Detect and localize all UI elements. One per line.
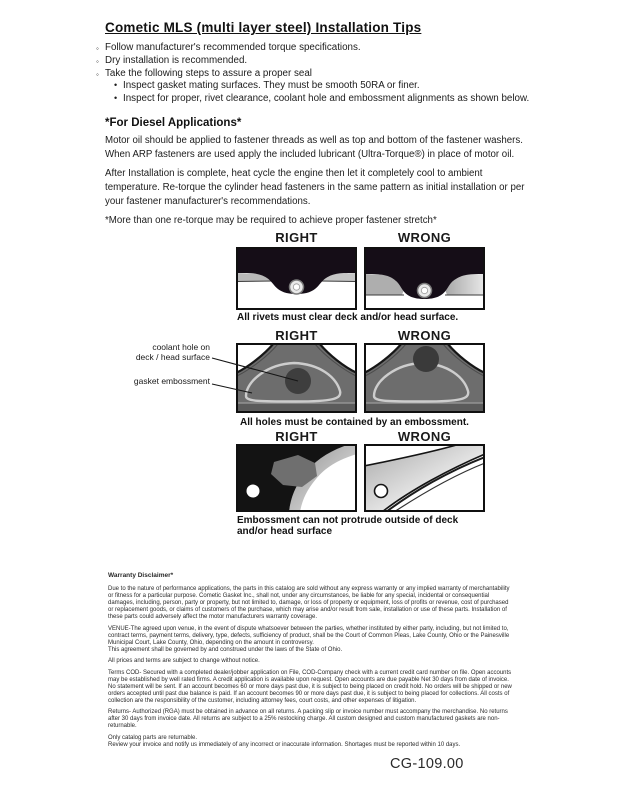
dot-bullet-icon: • xyxy=(114,93,118,104)
disclaimer-paragraph: VENUE-The agreed upon venue, in the event of dispute whatsoever between the parties, whether instituted by either party, including, but not limited to, contract terms, payment terms, delivery, type, defects, sufficiency of product, shall be the Court of Common Pleas, Lake County, Ohio or the Painesville Municipal Court, Lake County, Ohio, depending on the amount in controversy. This agreement shall be governed by and construed under the laws of the State of Ohio. xyxy=(108,625,510,653)
disclaimer-paragraph: Only catalog parts are returnable. Review your invoice and notify us immediately of any incorrect or inaccurate information. Shortages must be reported within 10 days. xyxy=(108,734,461,748)
circle-bullet-icon: ◦ xyxy=(96,57,99,67)
right-label: RIGHT xyxy=(275,328,318,343)
disclaimer-paragraph: Returns- Authorized (RGA) must be obtained in advance on all returns. A packing slip or invoice number must accompany the merchandise. No returns after 30 days from invoice date. All returns are subject to a 25% restocking charge. All custom designed and custom manufactured gaskets are non-returnable. xyxy=(108,709,508,729)
right-label: RIGHT xyxy=(275,230,318,245)
diesel-paragraph: After Installation is complete, heat cycle the engine then let it completely cool to ambient temperature. Re-torque the cylinder head fasteners in the same pattern as initial installation or per your fastener manufacturer's recommendations. xyxy=(105,168,525,207)
rivet-wrong-diagram xyxy=(364,247,485,310)
embossment-wrong-diagram xyxy=(364,444,485,512)
rivet-right-diagram xyxy=(236,247,357,310)
tip-text: Follow manufacturer's recommended torque specifications. xyxy=(105,42,361,53)
subtip-text: Inspect for proper, rivet clearance, coolant hole and embossment alignments as shown below. xyxy=(123,93,530,105)
wrong-label: WRONG xyxy=(397,429,452,444)
disclaimer-paragraph: All prices and terms are subject to change without notice. xyxy=(108,658,260,664)
right-label: RIGHT xyxy=(275,429,318,444)
annotation-leader-lines xyxy=(210,350,302,397)
warranty-disclaimer xyxy=(108,572,513,753)
tip-text: Take the following steps to assure a proper seal xyxy=(105,68,312,80)
coolant-hole-annotation: coolant hole on deck / head surface xyxy=(135,342,210,362)
coolant-wrong-diagram xyxy=(364,343,485,413)
list-item xyxy=(114,79,529,92)
tips-sublist xyxy=(114,79,529,105)
diesel-heading: *For Diesel Applications* xyxy=(105,117,242,129)
dot-bullet-icon: • xyxy=(114,80,118,90)
diesel-paragraph: Motor oil should be applied to fastener threads as well as top and bottom of the fastener washers. When ARP fasteners are used apply the included lubricant (Ultra-Torque®) in place of motor oil. xyxy=(105,135,523,160)
page-title: Cometic MLS (multi layer steel) Installation Tips xyxy=(105,20,422,35)
circle-bullet-icon: ◦ xyxy=(96,70,99,80)
page-code: CG-109.00 xyxy=(390,756,464,772)
circle-bullet-icon: ◦ xyxy=(96,44,99,53)
disclaimer-paragraph: Terms COD- Secured with a completed dealer/jobber application on File, COD-Company check with a current credit card number on file. Open accounts may be established by well rated firms. A credit application is available upon request. Open accounts are due payable Net 30 days from date of invoice. No statement will be sent. If an account becomes 60 or more days past due, it is subject to being placed on credit hold. No orders will be shipped or new orders accepted until past due balance is paid. If an account becomes 90 or more days past due, it is subject to being placed for collections. All costs of collection are the responsibility of the customer, including attorney fees, court costs, and other expenses of litigation. xyxy=(108,669,512,704)
list-item xyxy=(114,92,529,105)
rivet-caption: All rivets must clear deck and/or head surface. xyxy=(237,312,459,323)
gasket-embossment-annotation: gasket embossment xyxy=(133,376,210,386)
disclaimer-paragraph: Due to the nature of performance applications, the parts in this catalog are sold without any express warranty or any implied warranty of merchantability or fitness for a particular purpose. Cometic Gasket Inc., shall not, under any circumstances, be liable for any special, incidental or consequential damages, including, person, party or property, but not limited to, damage, or loss of property or equipment, loss of profits or revenue, cost of purchased or replacement goods, or claims of customers of the purchase, which may arise and/or result from sale, installation or use of these parts. Installation of these parts could adversely affect the motor manufacturers warranty coverage. xyxy=(108,586,510,620)
list-item xyxy=(96,41,361,54)
list-item xyxy=(96,54,361,67)
wrong-label: WRONG xyxy=(397,328,452,343)
disclaimer-heading: Warranty Disclaimer* xyxy=(108,572,174,579)
embossment-caption: Embossment can not protrude outside of deck and/or head surface xyxy=(237,515,459,537)
tip-text: Dry installation is recommended. xyxy=(105,55,248,67)
embossment-right-diagram xyxy=(236,444,357,512)
tips-list xyxy=(96,41,361,81)
retorque-note: *More than one re-torque may be required to achieve proper fastener stretch* xyxy=(105,215,437,226)
wrong-label: WRONG xyxy=(397,230,452,245)
coolant-caption: All holes must be contained by an embossment. xyxy=(240,417,469,428)
subtip-text: Inspect gasket mating surfaces. They must be smooth 50RA or finer. xyxy=(123,80,420,91)
